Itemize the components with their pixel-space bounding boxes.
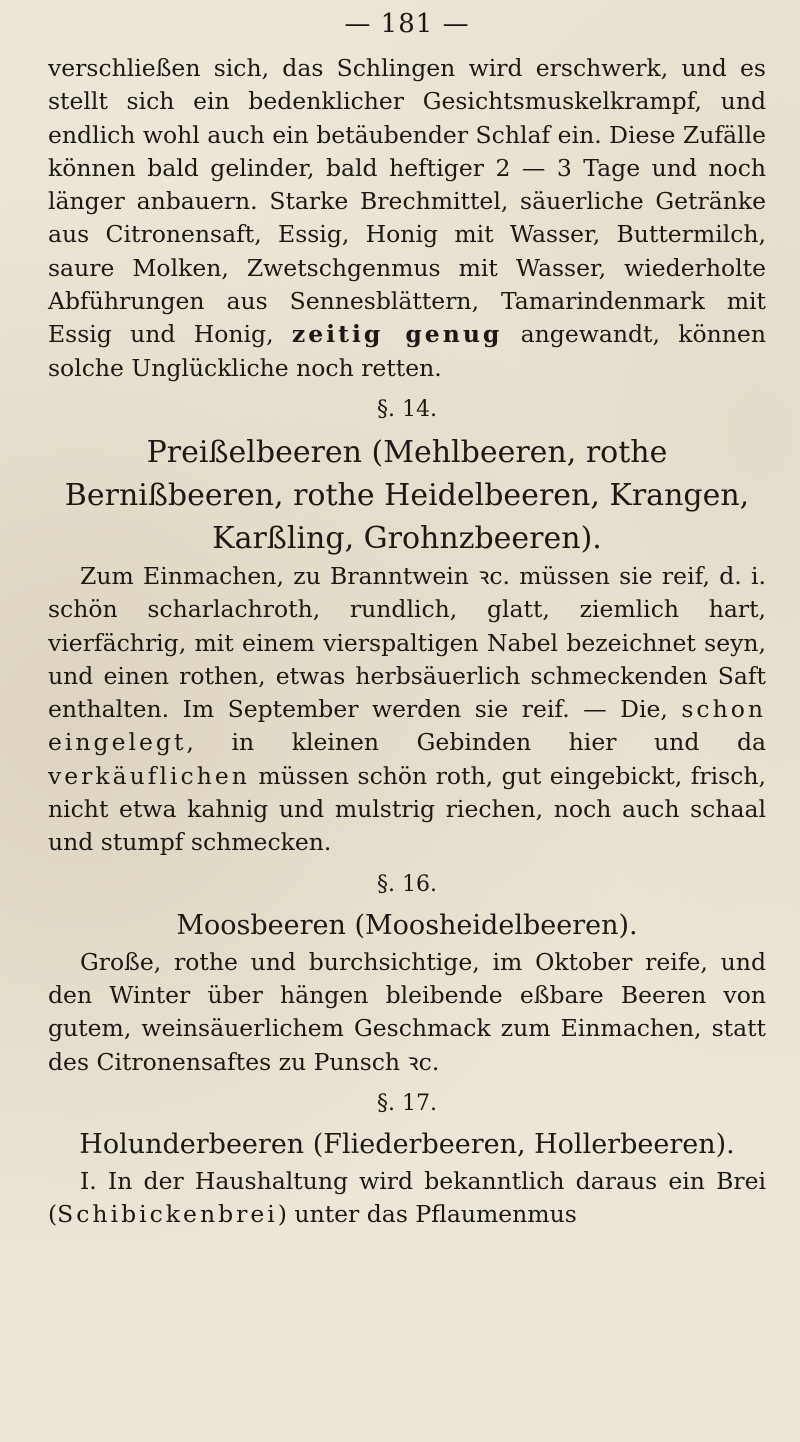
section-title-17: Holunderbeeren (Fliederbeeren, Hollerbeeren). xyxy=(79,1128,735,1160)
paragraph-text: Zum Einmachen, zu Branntwein ꝛc. müssen sie reif, d. i. schön scharlachroth, rundlich, glatt, ziemlich hart, vierfächrig, mit einem vierspaltigen Nabel bezeichnet seyn, und einen rothen, etwas herbsäuerlich schmeckenden Saft enthalten. Im September werden sie reif. — Die, xyxy=(48,561,766,724)
emphasis-text: Schibickenbrei xyxy=(57,1200,278,1229)
section-number-14: §. 14. xyxy=(377,396,437,422)
paragraph-text: I. In der Haushaltung wird bekanntlich daraus ein Brei ( xyxy=(48,1166,766,1229)
page-number: — 181 — xyxy=(344,9,470,39)
section-number-17: §. 17. xyxy=(377,1090,437,1116)
paragraph-moosbeeren: Große, rothe und burchsichtige, im Oktober reife, und den Winter über hängen bleibende eßbare Beeren von gutem, weinsäuerlichem Geschmack zum Einmachen, statt des Citronensaftes zu Punsch ꝛc. xyxy=(48,947,766,1076)
paragraph-preisselbeeren xyxy=(48,560,766,860)
section-title-16: Moosbeeren (Mooshеidelbeeren). xyxy=(176,909,638,941)
emphasis-text: schon eingelegt xyxy=(48,695,766,757)
paragraph-holunderbeeren xyxy=(48,1165,766,1232)
paragraph-text: , in kleinen Gebinden hier und da xyxy=(186,728,766,757)
paragraph-text-end: angewandt, können solche Unglückliche noch retten. xyxy=(48,320,766,382)
paragraph-text: verschließen sich, das Schlingen wird erschwerk, und es stellt sich ein bedenklicher Gesichtsmuskelkrampf, und endlich wohl auch ein betäubender Schlaf ein. Diese Zufälle können bald gelinder, bald heftiger 2 — 3 Tage und noch länger anbauern. Starke Brechmittel, säuerliche Getränke aus Citronensaft, Essig, Honig mit Wasser, Buttermilch, saure Molken, Zwetschgenmus mit Wasser, wiederholte Abführungen aus Sennesblättern, Tamarindenmark mit Essig und Honig, xyxy=(48,54,766,349)
paragraph-poisoning-remedies xyxy=(48,52,766,385)
emphasis-text: zeitig genug xyxy=(291,320,503,349)
section-number-16: §. 16. xyxy=(377,871,437,897)
section-title-14: Preißelbeeren (Mehlbeeren, rothe Bernißbeeren, rothe Heidelbeeren, Krangen, Karßling, Grohnzbeeren). xyxy=(64,434,750,556)
paragraph-text-end: ) unter das Pflaumenmus xyxy=(277,1200,577,1229)
emphasis-text: verkäuflichen xyxy=(48,761,250,790)
paragraph-text-end: müssen schön roth, gut eingebickt, frisch, nicht etwa kahnig und mulstrig riechen, noch auch schaal und stumpf schmecken. xyxy=(48,761,766,857)
